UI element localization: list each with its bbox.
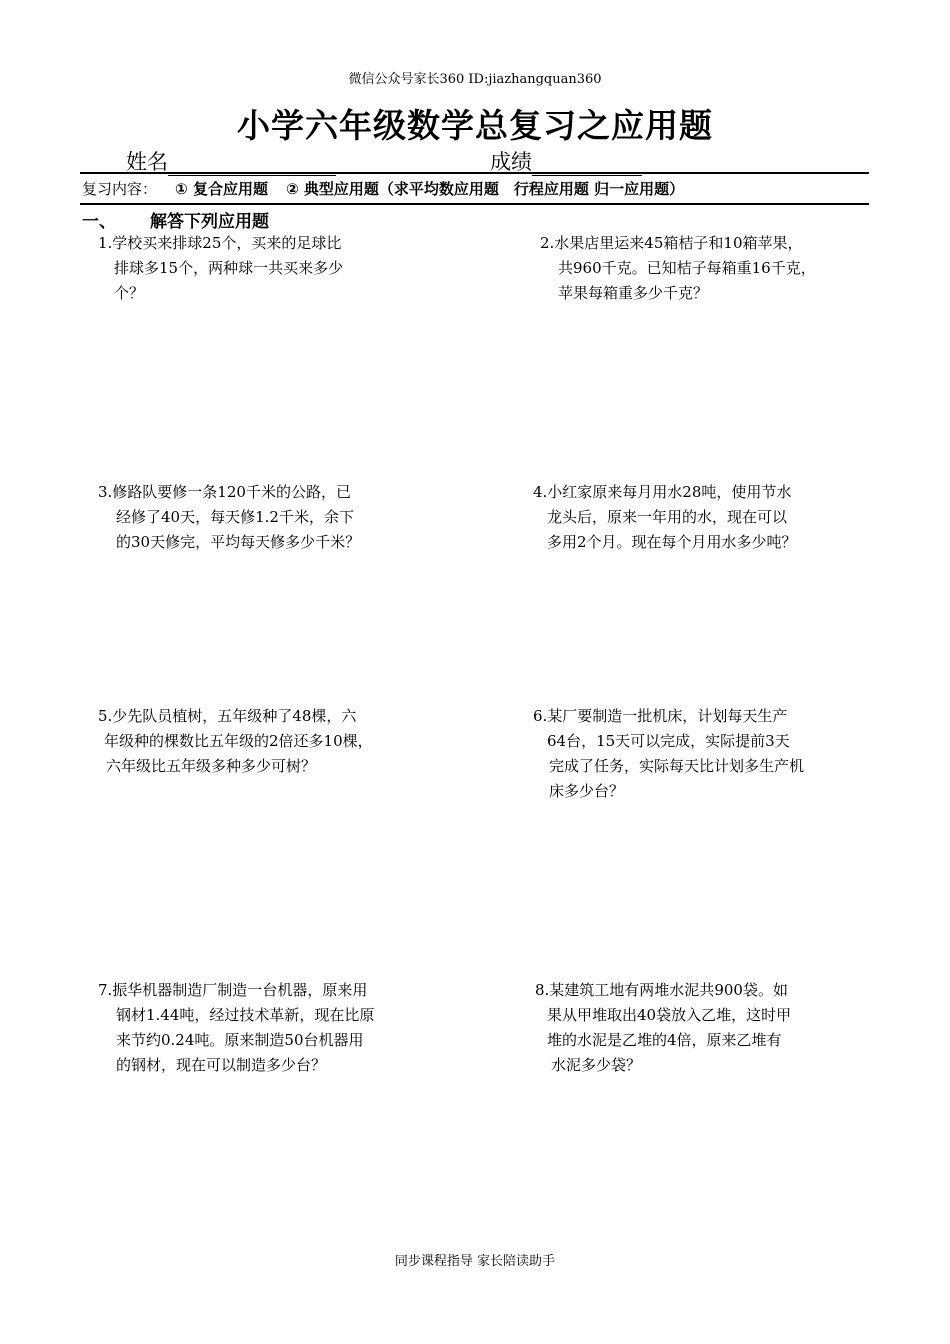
- review-content: [82, 178, 684, 199]
- review-item-1: ① 复合应用题: [175, 180, 268, 198]
- question-line: 果从甲堆取出40袋放入乙堆，这时甲: [547, 1006, 792, 1024]
- review-item-2: ② 典型应用题（求平均数应用题 行程应用题 归一应用题）: [285, 180, 685, 198]
- question-5: [98, 704, 373, 779]
- question-line: 完成了任务，实际每天比计划多生产机: [549, 757, 805, 775]
- question-line: 堆的水泥是乙堆的4倍，原来乙堆有: [547, 1031, 782, 1049]
- question-6: [533, 704, 804, 804]
- question-1: [98, 231, 343, 306]
- question-line: 1.学校买来排球25个，买来的足球比: [98, 234, 342, 252]
- question-line: 的钢材，现在可以制造多少台？: [116, 1056, 327, 1074]
- question-line: 水泥多少袋？: [551, 1056, 642, 1074]
- question-line: 龙头后，原来一年用的水，现在可以: [547, 508, 788, 526]
- question-line: 2.水果店里运来45箱桔子和10箱苹果，: [540, 234, 803, 252]
- question-line: 的30天修完，平均每天修多少千米？: [116, 533, 361, 551]
- question-line: 64台，15天可以完成，实际提前3天: [547, 732, 790, 750]
- page-title: 小学六年级数学总复习之应用题: [237, 106, 713, 145]
- question-4: [533, 480, 797, 555]
- question-3: [98, 480, 360, 555]
- question-7: [98, 978, 374, 1078]
- header-note: 微信公众号家长360 ID:jiazhangquan360: [348, 72, 602, 87]
- question-line: 4.小红家原来每月用水28吨，使用节水: [533, 483, 792, 501]
- bottom-rule: [80, 203, 869, 205]
- question-line: 7.振华机器制造厂制造一台机器，原来用: [98, 981, 368, 999]
- question-line: 共960千克。已知桔子每箱重16千克，: [558, 259, 816, 277]
- question-line: 6.某厂要制造一批机床，计划每天生产: [533, 707, 788, 725]
- score-label: 成绩: [490, 150, 532, 174]
- question-line: 床多少台？: [549, 782, 625, 800]
- question-2: [540, 231, 816, 306]
- question-line: 多用2个月。现在每个月用水多少吨？: [547, 533, 797, 551]
- question-line: 年级种的棵数比五年级的2倍还多10棵，: [104, 732, 373, 750]
- question-line: 8.某建筑工地有两堆水泥共900袋。如: [535, 981, 788, 999]
- question-line: 排球多15个，两种球一共买来多少: [114, 259, 344, 277]
- question-line: 六年级比五年级多种多少可树？: [106, 757, 317, 775]
- section-title: 解答下列应用题: [150, 212, 269, 232]
- name-label: 姓名: [126, 150, 168, 174]
- footer-note: 同步课程指导 家长陪读助手: [394, 1254, 556, 1269]
- question-line: 钢材1.44吨，经过技术革新，现在比原: [116, 1006, 375, 1024]
- question-line: 经修了40天，每天修1.2千米，余下: [116, 508, 354, 526]
- review-label: 复习内容：: [82, 180, 158, 198]
- section-number: 一、: [82, 212, 116, 232]
- question-line: 3.修路队要修一条120千米的公路，已: [98, 483, 351, 501]
- question-line: 个？: [114, 284, 145, 302]
- question-8: [535, 978, 791, 1078]
- question-line: 苹果每箱重多少千克？: [558, 284, 709, 302]
- top-rule: [80, 172, 869, 174]
- question-line: 5.少先队员植树，五年级种了48棵，六: [98, 707, 357, 725]
- question-line: 来节约0.24吨。原来制造50台机器用: [116, 1031, 364, 1049]
- section-heading: [82, 207, 269, 232]
